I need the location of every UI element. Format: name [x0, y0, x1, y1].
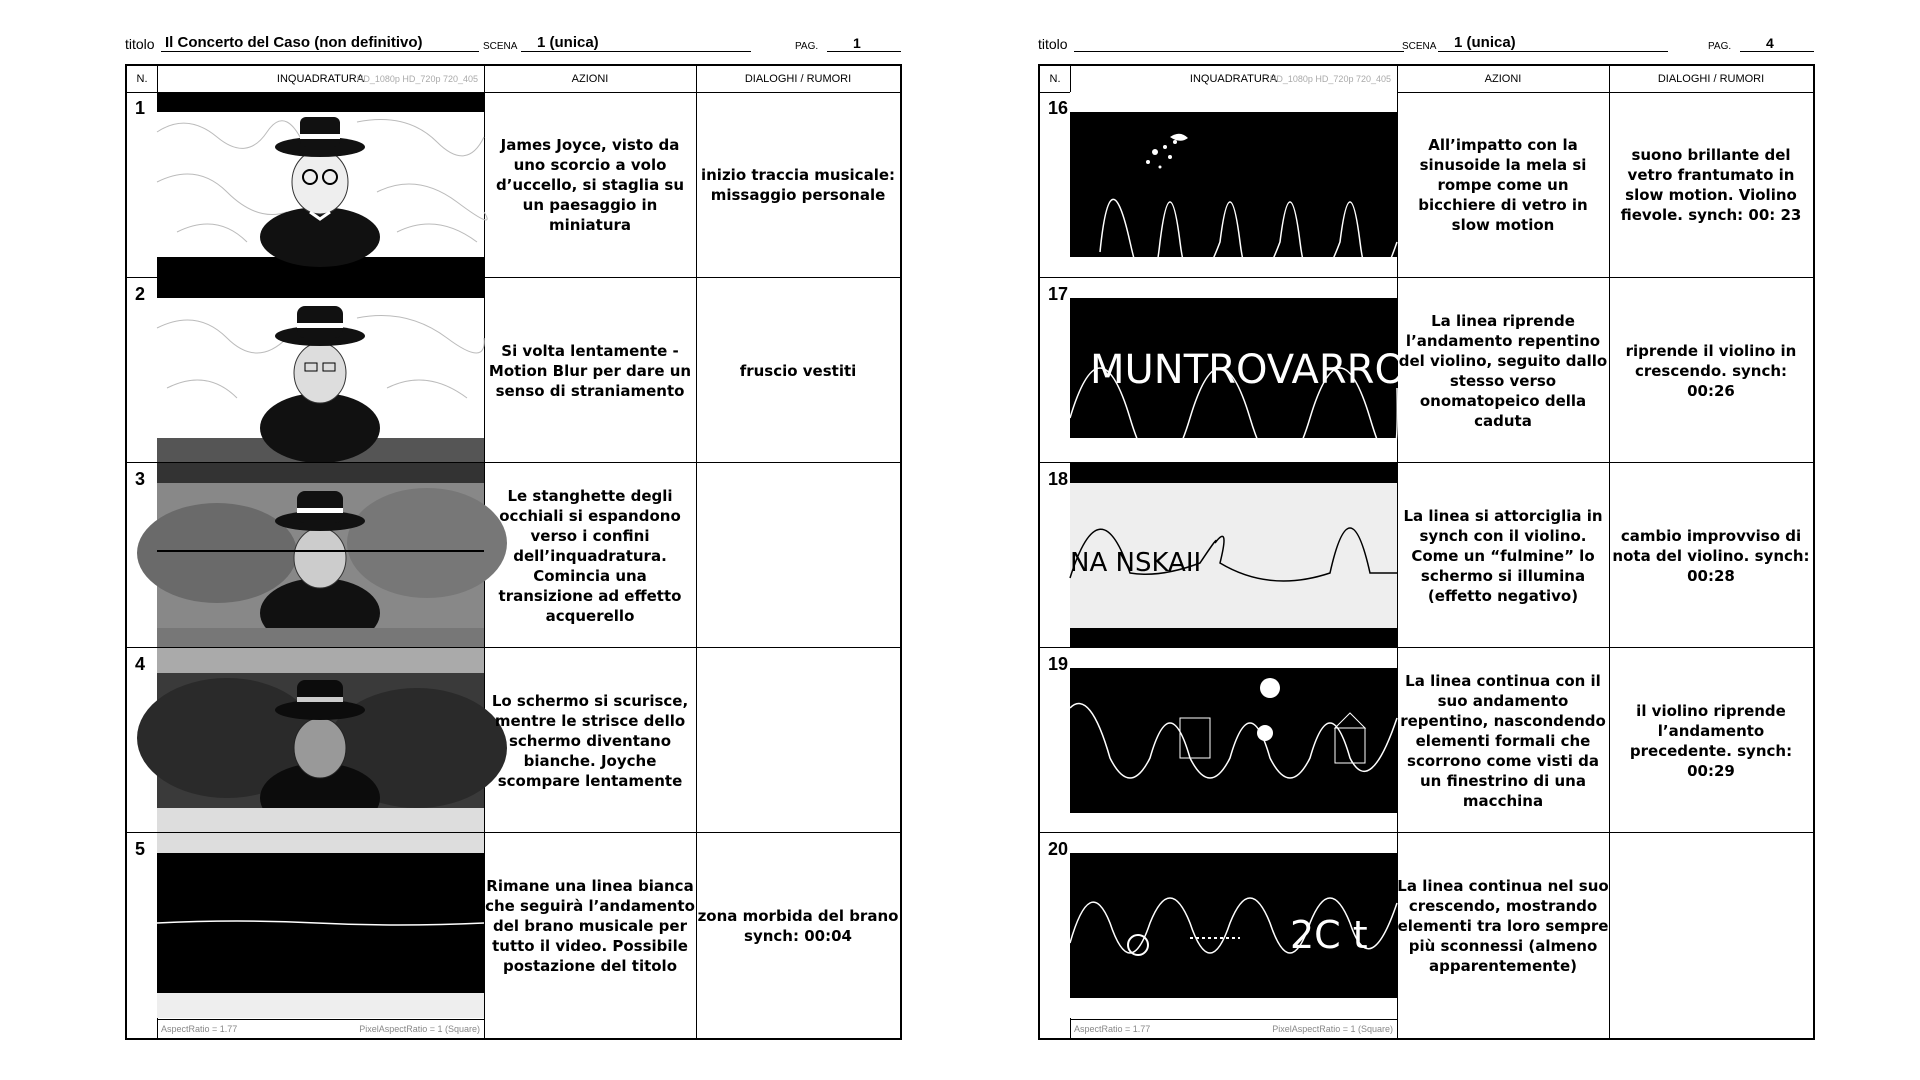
sinusoid-illustration [1070, 463, 1397, 648]
pag-underline [827, 33, 901, 52]
rows-container [1040, 92, 1813, 1022]
shot-number: 3 [135, 469, 146, 489]
table-row [127, 462, 900, 648]
col-header-inquadratura [1070, 66, 1397, 93]
dialogo-text [696, 648, 900, 833]
table-row [1040, 647, 1813, 833]
joyce-illustration [157, 463, 484, 648]
azione-text: La linea continua nel suo crescendo, mostrando elementi tra loro sempre più sconnessi (almeno apparentemente) [1397, 876, 1609, 975]
scena-label: SCENA [1402, 41, 1437, 52]
pag-underline [1740, 33, 1814, 52]
shot-number: 17 [1048, 284, 1069, 304]
joyce-illustration [157, 92, 484, 277]
azione-text: Le stanghette degli occhiali si espandono verso i confini dell’inquadratura. Comincia una transizione ad effetto acquerello [498, 486, 682, 625]
azione-text: Rimane una linea bianca che seguirà l’andamento del brano musicale per tutto il video. Possibile postazione del titolo [485, 876, 695, 975]
col-header-n: N. [1040, 66, 1070, 93]
shot-number: 16 [1048, 98, 1069, 118]
col-header-dialoghi: DIALOGHI / RUMORI [696, 66, 900, 93]
scena-value: 1 (unica) [1454, 34, 1516, 51]
table-row [127, 647, 900, 833]
frame-white-line [157, 833, 484, 1018]
frame-footer [1070, 1019, 1397, 1038]
azione-text: Lo schermo si scurisce, mentre le strisce dello schermo diventano bianche. Joyche scompare lentamente [491, 691, 689, 790]
col-header-azioni: AZIONI [484, 66, 696, 93]
col-header-inquadratura [157, 66, 484, 93]
aspect-ratio: AspectRatio = 1.77 [1074, 1024, 1151, 1034]
scena-label: SCENA [483, 41, 518, 52]
col-header-azioni: AZIONI [1397, 66, 1609, 93]
dialogo-text: il violino riprende l’andamento precedente. synch: 00:29 [1629, 701, 1793, 780]
storyboard-table [1038, 64, 1815, 1040]
frame-onomatopoeia [1070, 278, 1436, 463]
col-header-inquadratura-label: INQUADRATURA [1189, 73, 1278, 85]
format-list: HD_1080p HD_720p 720_405 [356, 74, 478, 84]
sinusoid-illustration [1070, 648, 1397, 833]
shot-number: 2 [135, 284, 146, 304]
dialogo-text [696, 463, 900, 648]
pag-value: 4 [1766, 35, 1774, 51]
table-row [127, 277, 900, 463]
table-row [127, 92, 900, 277]
shot-number: 19 [1048, 654, 1069, 674]
shot-number: 1 [135, 98, 146, 118]
pag-value: 1 [853, 35, 861, 51]
dialogo-text: fruscio vestiti [739, 361, 857, 380]
format-list: HD_1080p HD_720p 720_405 [1269, 74, 1391, 84]
dialogo-text: inizio traccia musicale: missaggio personale [700, 165, 896, 204]
frame-car-window [1070, 648, 1397, 833]
shot-number: 5 [135, 839, 146, 859]
titolo-label: titolo [125, 36, 155, 52]
joyce-illustration [157, 278, 484, 463]
col-header-n: N. [127, 66, 157, 93]
table-row [1040, 277, 1813, 463]
joyce-illustration [157, 648, 484, 833]
onomatopoeia-text: NA NSKAII [1070, 548, 1202, 578]
pixel-aspect-ratio: PixelAspectRatio = 1 (Square) [359, 1024, 480, 1034]
dialogo-text [1609, 833, 1813, 1018]
azione-text: La linea riprende l’andamento repentino del violino, seguito dallo stesso verso onomatopeico della caduta [1398, 311, 1608, 430]
col-header-inquadratura-label: INQUADRATURA [276, 73, 365, 85]
onomatopoeia-text: MUNTROVARROU [1090, 347, 1436, 393]
frame-glass-shatter [1070, 92, 1397, 277]
table-row [1040, 92, 1813, 277]
rows-container [127, 92, 900, 1022]
shot-number: 18 [1048, 469, 1069, 489]
sheet-header [1038, 30, 1815, 54]
frame-glyphs: 2C t [1290, 913, 1368, 957]
titolo-underline [1074, 33, 1404, 52]
titolo-value: Il Concerto del Caso (non definitivo) [165, 34, 423, 51]
sinusoid-illustration [1070, 92, 1397, 277]
white-line-illustration [157, 833, 484, 1018]
aspect-ratio: AspectRatio = 1.77 [161, 1024, 238, 1034]
frame-footer [157, 1019, 484, 1038]
storyboard-sheet-1 [125, 30, 902, 1040]
azione-text: James Joyce, visto da uno scorcio a volo d’uccello, si staglia su un paesaggio in miniatura [495, 135, 685, 234]
frame-joyce-aerial [157, 92, 484, 277]
pag-label: PAG. [795, 41, 819, 52]
frame-disconnected-elements [1070, 833, 1397, 1018]
pag-label: PAG. [1708, 41, 1732, 52]
table-row [1040, 462, 1813, 648]
storyboard-sheet-2 [1038, 30, 1815, 1040]
azione-text: La linea si attorciglia in synch con il violino. Come un “fulmine” lo schermo si illumina (effetto negativo) [1403, 506, 1603, 605]
frame-negative-flash [1070, 463, 1397, 648]
azione-text: All’impatto con la sinusoide la mela si rompe come un bicchiere di vetro in slow motion [1418, 135, 1588, 234]
sinusoid-illustration [1070, 278, 1436, 463]
azione-text: La linea continua con il suo andamento repentino, nascondendo elementi formali che scorrono come visti da un finestrino di una macchina [1400, 671, 1606, 810]
dialogo-text: cambio improvviso di nota del violino. synch: 00:28 [1612, 526, 1810, 585]
titolo-label: titolo [1038, 36, 1068, 52]
frame-joyce-turn [157, 278, 484, 463]
shot-number: 20 [1048, 839, 1069, 859]
shot-number: 4 [135, 654, 146, 674]
col-header-dialoghi: DIALOGHI / RUMORI [1609, 66, 1813, 93]
dialogo-text: zona morbida del brano synch: 00:04 [697, 906, 899, 945]
table-row [127, 832, 900, 1018]
dialogo-text: riprende il violino in crescendo. synch: 00:26 [1625, 341, 1797, 400]
sheet-header [125, 30, 902, 54]
sinusoid-illustration [1070, 833, 1397, 1018]
pixel-aspect-ratio: PixelAspectRatio = 1 (Square) [1272, 1024, 1393, 1034]
table-row [1040, 832, 1813, 1018]
scena-value: 1 (unica) [537, 34, 599, 51]
frame-darkening [157, 648, 484, 833]
dialogo-text: suono brillante del vetro frantumato in slow motion. Violino fievole. synch: 00: 23 [1620, 145, 1802, 224]
azione-text: Si volta lentamente - Motion Blur per dare un senso di straniamento [488, 341, 692, 400]
storyboard-table [125, 64, 902, 1040]
frame-watercolor-transition [157, 463, 484, 648]
